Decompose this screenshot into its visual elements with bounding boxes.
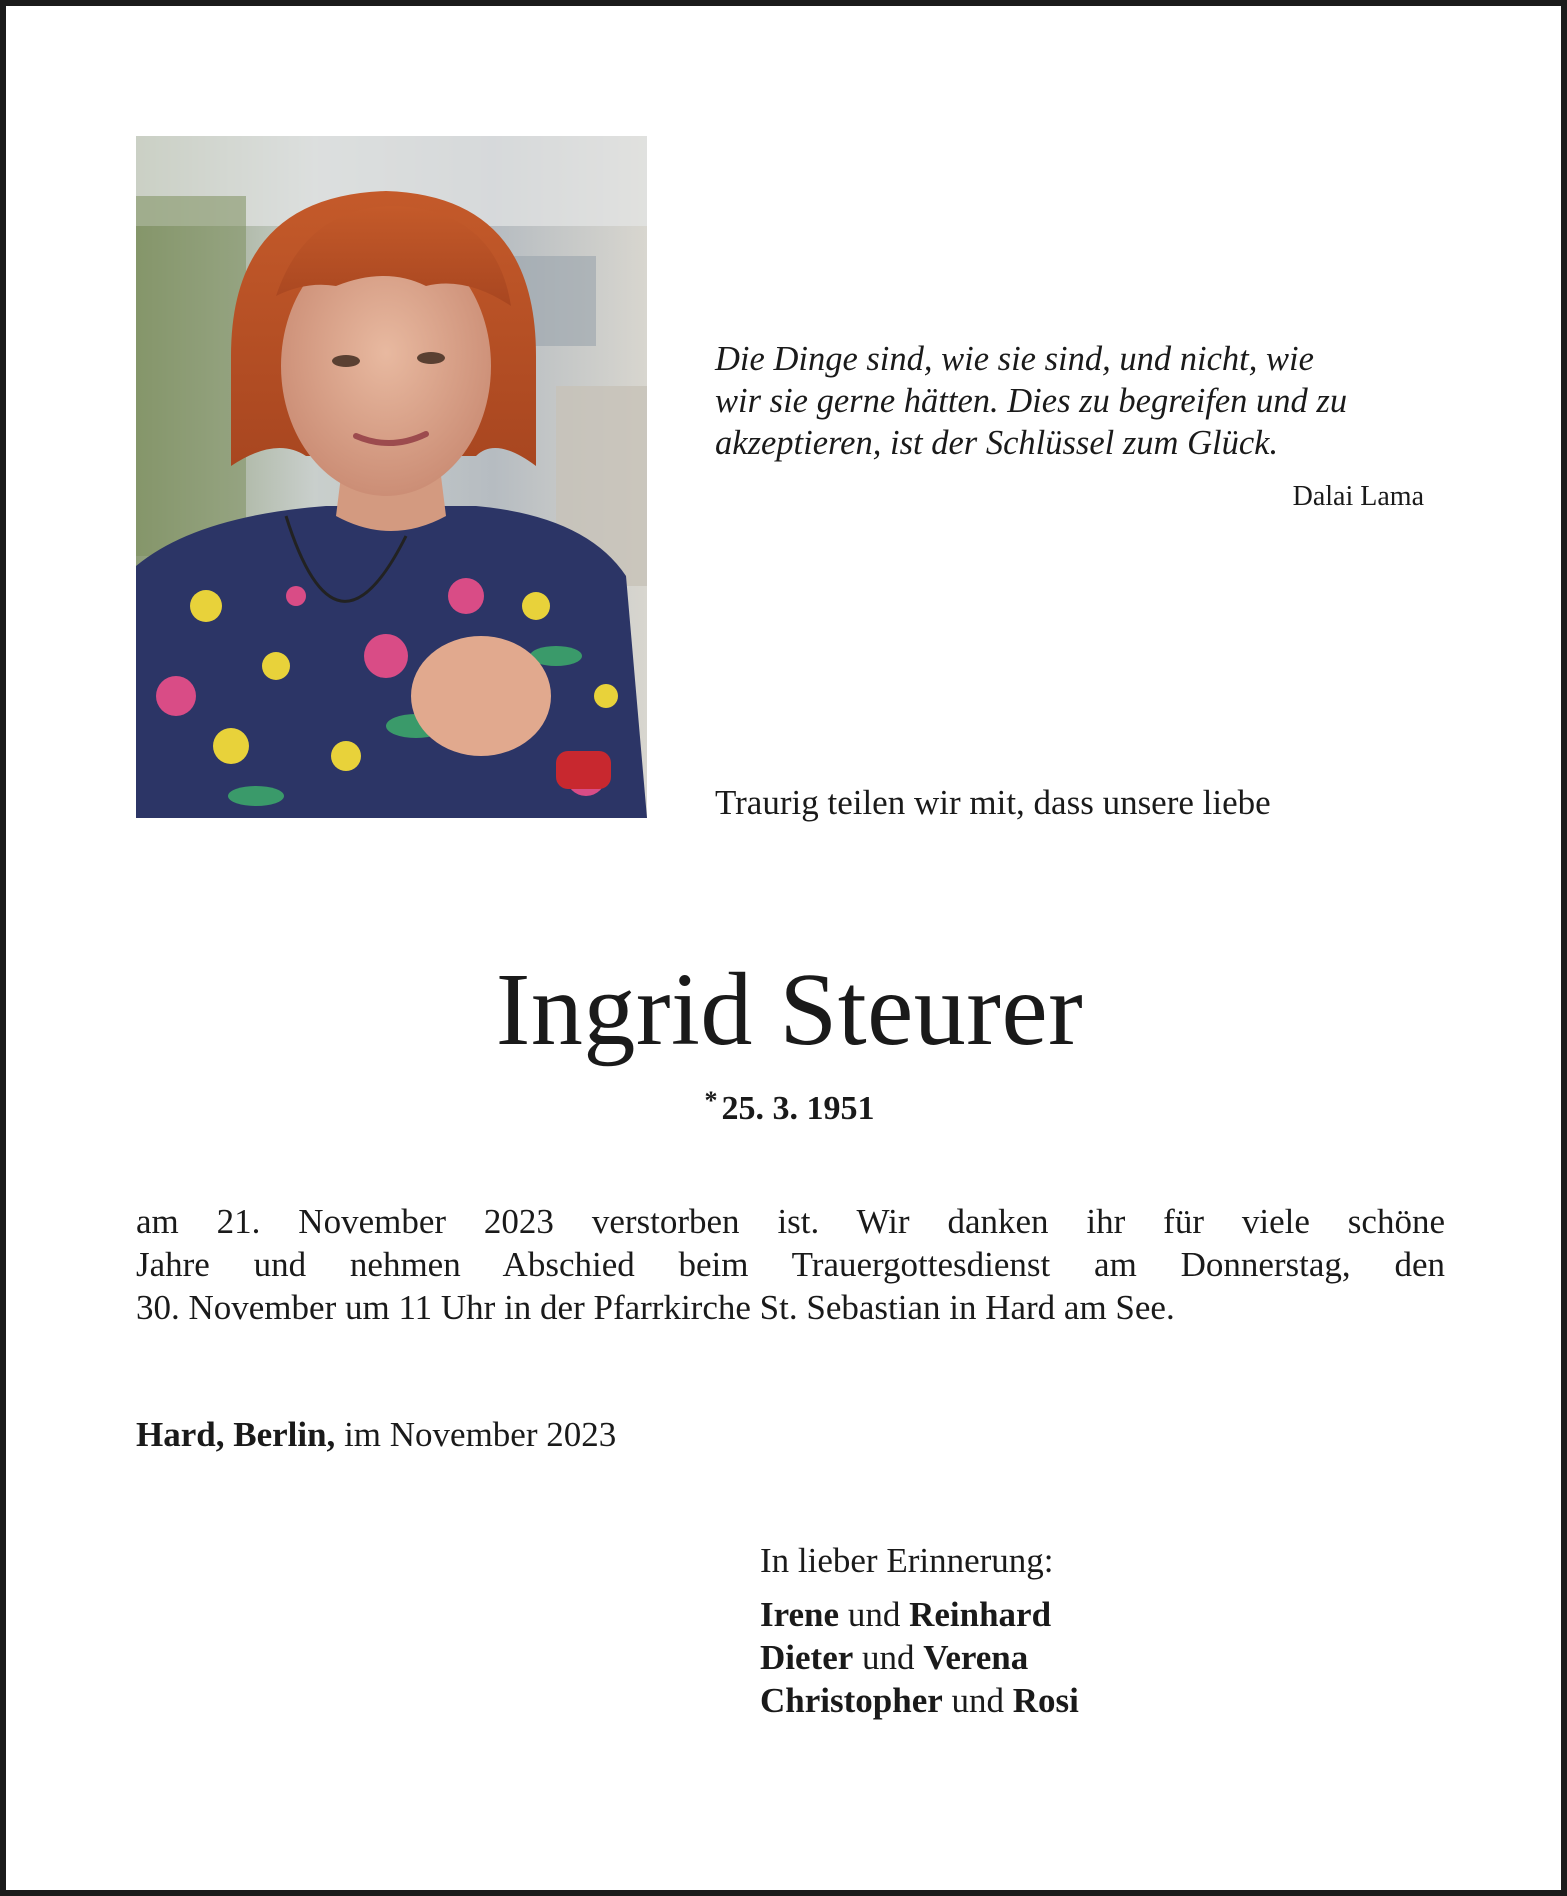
mourners-list	[760, 1593, 1079, 1722]
birth-date-value: 25. 3. 1951	[721, 1090, 875, 1127]
quote-line: wir sie gerne hätten. Dies zu begreifen und zu	[715, 382, 1348, 420]
mourner-first: Irene	[760, 1595, 840, 1634]
memory-heading: In lieber Erinnerung:	[760, 1541, 1054, 1580]
mourner-first: Christopher	[760, 1681, 943, 1720]
birth-date	[6, 1079, 1567, 1131]
mourner-row	[760, 1679, 1079, 1722]
mourner-conj: und	[847, 1595, 901, 1634]
mourner-second: Verena	[923, 1638, 1029, 1677]
quote-author: Dalai Lama	[1292, 481, 1424, 512]
mourner-first: Dieter	[760, 1638, 854, 1677]
deceased-name: Ingrid Steurer	[495, 952, 1084, 1067]
mourner-second: Reinhard	[909, 1595, 1052, 1634]
date: im November 2023	[344, 1415, 617, 1454]
mourner-row	[760, 1636, 1079, 1679]
quote-line: Die Dinge sind, wie sie sind, und nicht, wie	[715, 340, 1314, 378]
portrait-photo	[136, 136, 647, 818]
places: Hard, Berlin,	[136, 1415, 336, 1454]
intro-text: Traurig teilen wir mit, dass unsere liebe	[715, 783, 1271, 822]
body-line: Jahre und nehmen Abschied beim Trauergottesdienst am Donnerstag, den	[136, 1245, 1445, 1284]
quote-text	[715, 338, 1445, 464]
announcement-body	[136, 1200, 1445, 1329]
mourner-conj: und	[951, 1681, 1005, 1720]
mourner-second: Rosi	[1012, 1681, 1079, 1720]
mourner-row	[760, 1593, 1079, 1636]
place-date	[136, 1413, 616, 1457]
quote-line: akzeptieren, ist der Schlüssel zum Glück.	[715, 424, 1279, 462]
mourner-conj: und	[862, 1638, 915, 1677]
birth-symbol: *	[704, 1086, 718, 1115]
body-line: am 21. November 2023 verstorben ist. Wir danken ihr für viele schöne	[136, 1202, 1445, 1241]
body-line: 30. November um 11 Uhr in der Pfarrkirche St. Sebastian in Hard am See.	[136, 1288, 1175, 1327]
